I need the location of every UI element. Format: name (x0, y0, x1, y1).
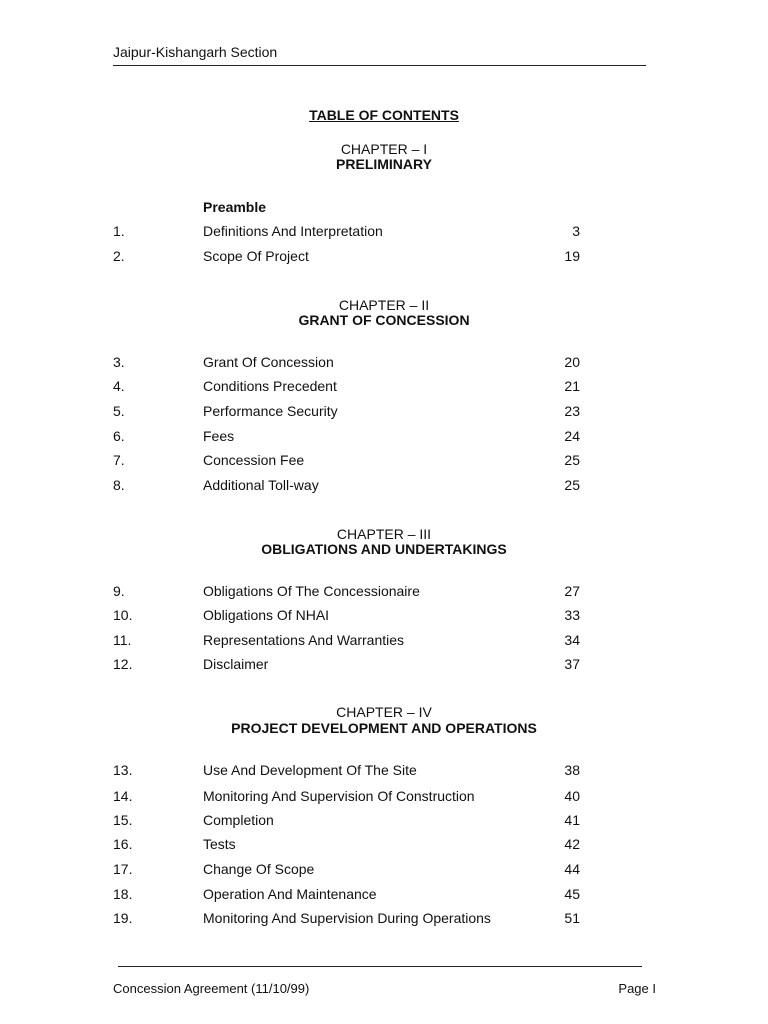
chapter-name: GRANT OF CONCESSION (298, 312, 470, 328)
entry-page: 40 (564, 788, 580, 804)
entry-page: 38 (564, 762, 580, 778)
header-rule (113, 65, 646, 66)
entry-title: Fees (203, 428, 235, 444)
entry-page: 37 (564, 656, 580, 672)
toc-entry (0, 378, 768, 396)
entry-title: Grant Of Concession (203, 354, 334, 370)
entry-number: 11. (113, 632, 132, 648)
entry-page: 21 (564, 378, 580, 394)
entry-page: 42 (564, 836, 580, 852)
entry-title: Monitoring And Supervision Of Construction (203, 788, 475, 804)
entry-title: Monitoring And Supervision During Operations (203, 910, 491, 926)
entry-number: 8. (113, 477, 125, 493)
entry-number: 5. (113, 403, 125, 419)
toc-entry (0, 861, 768, 879)
entry-page: 23 (564, 403, 580, 419)
entry-title: Definitions And Interpretation (203, 223, 383, 239)
entry-title: Conditions Precedent (203, 378, 337, 394)
toc-entry (0, 632, 768, 650)
entry-title: Tests (203, 836, 236, 852)
entry-page: 51 (564, 910, 580, 926)
entry-page: 19 (564, 248, 580, 264)
entry-number: 7. (113, 452, 125, 468)
entry-page: 20 (564, 354, 580, 370)
entry-page: 25 (564, 477, 580, 493)
toc-entry (0, 223, 768, 241)
toc-entry (0, 452, 768, 470)
entry-page: 27 (564, 583, 580, 599)
entry-number: 19. (113, 910, 133, 926)
entry-number: 14. (113, 788, 133, 804)
toc-entry (0, 428, 768, 446)
toc-entry (0, 607, 768, 625)
entry-title: Additional Toll-way (203, 477, 319, 493)
toc-entry (0, 477, 768, 495)
entry-page: 25 (564, 452, 580, 468)
toc-title: TABLE OF CONTENTS (309, 107, 459, 123)
entry-page: 41 (564, 812, 580, 828)
entry-page: 44 (564, 861, 580, 877)
chapter-label: CHAPTER – I (340, 141, 428, 157)
page-header-title: Jaipur-Kishangarh Section (113, 44, 278, 60)
entry-number: 6. (113, 428, 125, 444)
entry-title: Change Of Scope (203, 861, 315, 877)
chapter-label: CHAPTER – III (336, 526, 432, 542)
chapter-name: PRELIMINARY (336, 156, 432, 172)
entry-number: 3. (113, 354, 125, 370)
entry-number: 2. (113, 248, 125, 264)
entry-page: 24 (564, 428, 580, 444)
chapter-name: OBLIGATIONS AND UNDERTAKINGS (261, 541, 507, 557)
entry-number: 12. (113, 656, 133, 672)
toc-entry (0, 248, 768, 266)
entry-title: Completion (203, 812, 274, 828)
entry-number: 13. (113, 762, 133, 778)
chapter-label: CHAPTER – II (338, 297, 430, 313)
footer-document-name: Concession Agreement (11/10/99) (113, 981, 310, 996)
entry-number: 4. (113, 378, 125, 394)
toc-entry (0, 656, 768, 674)
toc-entry (0, 788, 768, 806)
chapter-name: PROJECT DEVELOPMENT AND OPERATIONS (231, 720, 537, 736)
toc-entry (0, 403, 768, 421)
entry-page: 3 (572, 223, 580, 239)
entry-title: Disclaimer (203, 656, 269, 672)
entry-title: Obligations Of NHAI (203, 607, 330, 623)
toc-entry (0, 583, 768, 601)
entry-number: 17. (113, 861, 133, 877)
entry-number: 16. (113, 836, 133, 852)
footer-rule (118, 966, 642, 967)
entry-title: Performance Security (203, 403, 338, 419)
entry-title: Scope Of Project (203, 248, 309, 264)
entry-page: 33 (564, 607, 580, 623)
entry-title: Concession Fee (203, 452, 305, 468)
chapter-label: CHAPTER – IV (336, 704, 432, 720)
entry-page: 45 (564, 886, 580, 902)
toc-entry (0, 886, 768, 904)
preamble-heading: Preamble (203, 199, 267, 215)
toc-entry (0, 762, 768, 780)
entry-number: 15. (113, 812, 133, 828)
entry-title: Obligations Of The Concessionaire (203, 583, 420, 599)
toc-entry (0, 812, 768, 830)
entry-number: 18. (113, 886, 133, 902)
entry-page: 34 (564, 632, 580, 648)
entry-number: 10. (113, 607, 133, 623)
entry-title: Representations And Warranties (203, 632, 405, 648)
entry-number: 9. (113, 583, 125, 599)
entry-title: Use And Development Of The Site (203, 762, 417, 778)
toc-entry (0, 836, 768, 854)
entry-number: 1. (113, 223, 125, 239)
footer-page-number: Page I (618, 981, 656, 996)
toc-entry (0, 354, 768, 372)
entry-title: Operation And Maintenance (203, 886, 377, 902)
toc-entry (0, 910, 768, 928)
